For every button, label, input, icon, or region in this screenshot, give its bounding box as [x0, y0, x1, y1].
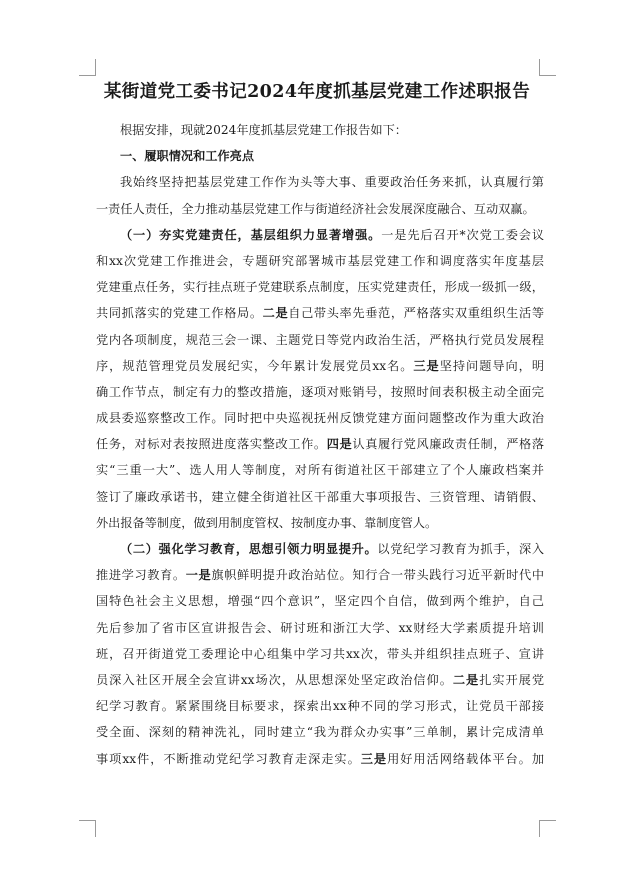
paragraph-line: 班，召开街道党工委理论中心组集中学习共xx次，带头并组织挂点班子、宣讲	[96, 646, 544, 661]
document-body	[96, 117, 544, 772]
intro-line: 根据安排，现就2024年度抓基层党建工作报告如下：	[120, 123, 407, 137]
paragraph-line: 事项xx件，不断推动党纪学习教育走深走实。三是用好用活网络载体平台。加	[96, 751, 544, 766]
paragraph-line: 党建重点任务，实行挂点班子党建联系点制度，压实党建责任，形成一级抓一级，	[96, 280, 544, 295]
paragraph-line: （一）夯实党建责任，基层组织力显著增强。一是先后召开*次党工委会议	[120, 227, 544, 242]
paragraph-line: 任务，对标对表按照进度落实整改工作。四是认真履行党风廉政责任制，严格落	[96, 437, 544, 452]
subheading: （一）夯实党建责任，基层组织力显著增强。	[120, 227, 382, 242]
subheading: （二）强化学习教育，思想引领力明显提升。	[120, 542, 378, 556]
document-title: 某街道党工委书记2024年度抓基层党建工作述职报告	[103, 82, 531, 102]
paragraph-line: 员深入社区开展全会宣讲xx场次，从思想深处坚定政治信仰。二是扎实开展党	[96, 672, 544, 687]
crop-mark-bottom-left	[79, 820, 96, 837]
paragraph-line: 先后参加了省市区宣讲报告会、研讨班和浙江大学、xx财经大学素质提升培训	[96, 620, 544, 635]
section-heading: 一、履职情况和工作亮点	[120, 149, 255, 164]
paragraph-line: 一责任人责任，全力推动基层党建工作与街道经济社会发展深度融合、互动双赢。	[96, 201, 535, 216]
paragraph-line: 和xx次党建工作推进会，专题研究部署城市基层党建工作和调度落实年度基层	[96, 253, 544, 268]
paragraph-line: （二）强化学习教育，思想引领力明显提升。以党纪学习教育为抓手，深入	[120, 542, 544, 556]
paragraph-line: 共同抓落实的党建工作格局。二是自己带头率先垂范，严格落实双重组织生活等	[96, 306, 544, 321]
paragraph-line: 推进学习教育。一是旗帜鲜明提升政治站位。知行合一带头践行习近平新时代中	[96, 568, 544, 583]
paragraph-line: 受全面、深刻的精神洗礼，同时建立“我为群众办实事”三单制，累计完成清单	[96, 725, 544, 740]
paragraph-line: 党内各项制度，规范三会一课、主题党日等党内政治生活，严格执行党员发展程	[96, 332, 544, 347]
crop-mark-bottom-right	[539, 820, 556, 837]
paragraph-line: 纪学习教育。紧紧围绕目标要求，探索出xx种不同的学习形式，让党员干部接	[96, 699, 544, 714]
paragraph-line: 确工作节点，制定有力的整改措施，逐项对账销号，按照时间表积极主动全面完	[96, 384, 544, 399]
paragraph-line: 成县委巡察整改工作。同时把中央巡视抚州反馈党建方面问题整改作为重大政治	[96, 411, 544, 426]
paragraph-line: 我始终坚持把基层党建工作作为头等大事、重要政治任务来抓，认真履行第	[120, 175, 544, 190]
crop-mark-top-left	[79, 59, 96, 76]
paragraph-line: 实“三重一大”、选人用人等制度，对所有街道社区干部建立了个人廉政档案并	[96, 463, 544, 478]
paragraph-line: 外出报备等制度，做到用制度管权、按制度办事、靠制度管人。	[96, 515, 438, 530]
paragraph-line: 国特色社会主义思想，增强“四个意识”，坚定四个自信，做到两个维护，自己	[96, 594, 544, 609]
crop-mark-top-right	[539, 59, 556, 76]
paragraph-line: 签订了廉政承诺书，建立健全街道社区干部重大事项报告、三资管理、请销假、	[96, 489, 544, 504]
paragraph-line: 序，规范管理党员发展纪实，今年累计发展党员xx名。三是坚持问题导向，明	[96, 358, 544, 373]
